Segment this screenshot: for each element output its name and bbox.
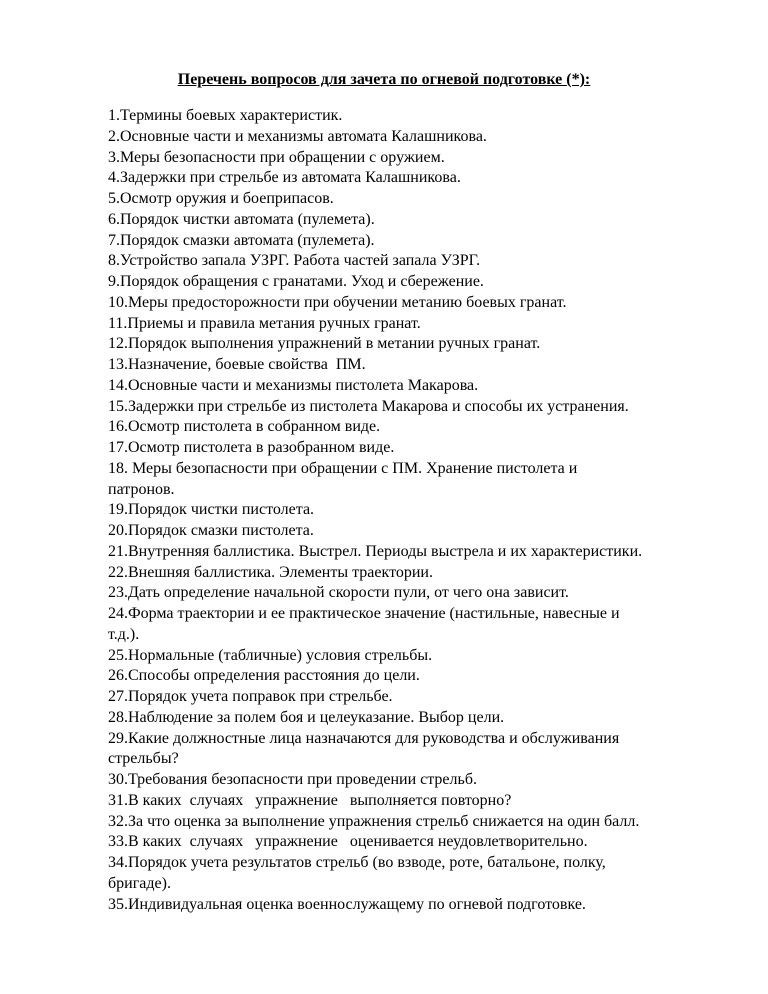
question-item: 19.Порядок чистки пистолета.: [108, 501, 315, 519]
question-item: 15.Задержки при стрельбе из пистолета Макарова и способы их устранения.: [108, 397, 629, 415]
question-item: 32.За что оценка за выполнение упражнения стрельб снижается на один балл.: [108, 812, 640, 830]
question-item: 9.Порядок обращения с гранатами. Уход и сбережение.: [108, 273, 484, 290]
question-item: 12.Порядок выполнения упражнений в метании ручных гранат.: [108, 335, 541, 353]
question-item: 31.В каких случаях упражнение выполняется повторно?: [108, 791, 512, 809]
question-item: 10.Меры предосторожности при обучении метанию боевых гранат.: [108, 293, 567, 311]
question-list: [108, 106, 728, 915]
question-item: 35.Индивидуальная оценка военнослужащему по огневой подготовке.: [108, 895, 586, 913]
question-item: 34.Порядок учета результатов стрельб (во взводе, роте, батальоне, полку, бригаде).: [108, 854, 606, 892]
question-item: 18. Меры безопасности при обращении с ПМ. Хранение пистолета и патронов.: [108, 459, 578, 498]
question-item: 30.Требования безопасности при проведении стрельб.: [108, 771, 477, 788]
question-item: 13.Назначение, боевые свойства ПМ.: [108, 356, 366, 373]
question-item: 23.Дать определение начальной скорости пули, от чего она зависит.: [108, 584, 569, 602]
question-item: 2.Основные части и механизмы автомата Калашникова.: [108, 127, 487, 145]
document-title: Перечень вопросов для зачета по огневой подготовке (*):: [177, 71, 591, 88]
question-item: 28.Наблюдение за полем боя и целеуказание. Выбор цели.: [108, 708, 505, 726]
question-item: 16.Осмотр пистолета в собранном виде.: [108, 418, 381, 436]
question-item: 7.Порядок смазки автомата (пулемета).: [108, 231, 375, 249]
question-item: 29.Какие должностные лица назначаются для руководства и обслуживания стрельбы?: [108, 729, 620, 768]
question-item: 25.Нормальные (табличные) условия стрельбы.: [108, 646, 433, 664]
question-item: 20.Порядок смазки пистолета.: [108, 522, 314, 539]
question-item: 5.Осмотр оружия и боеприпасов.: [108, 190, 334, 207]
question-item: 14.Основные части и механизмы пистолета Макарова.: [108, 376, 479, 394]
question-item: 6.Порядок чистки автомата (пулемета).: [108, 210, 375, 228]
question-item: 8.Устройство запала УЗРГ. Работа частей запала УЗРГ.: [108, 252, 481, 270]
question-item: 17.Осмотр пистолета в разобранном виде.: [108, 439, 395, 456]
question-item: 11.Приемы и правила метания ручных гранат.: [108, 314, 421, 332]
question-item: 33.В каких случаях упражнение оценивается неудовлетворительно.: [108, 833, 588, 851]
question-item: 1.Термины боевых характеристик.: [108, 107, 343, 124]
question-item: 26.Способы определения расстояния до цели.: [108, 667, 420, 685]
question-item: 3.Меры безопасности при обращении с оружием.: [108, 148, 445, 166]
question-item: 27.Порядок учета поправок при стрельбе.: [108, 688, 393, 705]
question-item: 22.Внешняя баллистика. Элементы траектории.: [108, 563, 433, 581]
question-item: 21.Внутренняя баллистика. Выстрел. Периоды выстрела и их характеристики.: [108, 542, 643, 560]
question-item: 4.Задержки при стрельбе из автомата Калашникова.: [108, 169, 461, 187]
question-item: 24.Форма траектории и ее практическое значение (настильные, навесные и т.д.).: [108, 605, 620, 643]
